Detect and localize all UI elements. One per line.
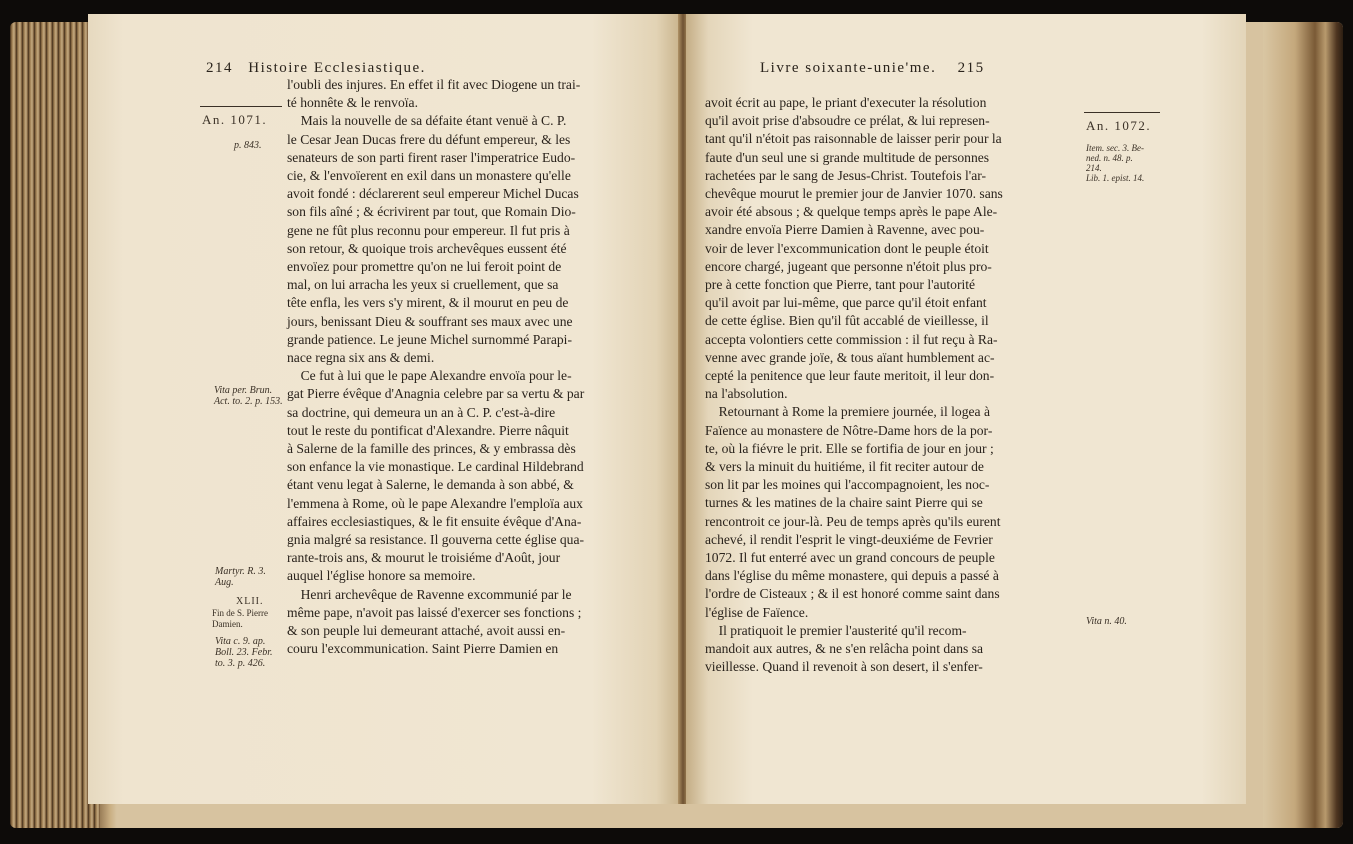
margin-rule-right [1084, 112, 1160, 113]
right-page-header [760, 60, 985, 77]
left-margin-ref-3: Martyr. R. 3. Aug. [215, 566, 266, 588]
left-running-head: Histoire Ecclesiastique. [248, 60, 426, 76]
left-margin-ref-1: p. 843. [234, 140, 262, 151]
left-margin-ref-2: Vita per. Brun. Act. to. 2. p. 153. [214, 385, 283, 407]
right-running-head: Livre soixante-unie'me. [760, 60, 937, 76]
right-margin-ref-2: Vita n. 40. [1086, 616, 1127, 627]
left-margin-ref-4: Vita c. 9. ap. Boll. 23. Febr. to. 3. p. 426. [215, 636, 273, 669]
right-page-body-text: avoit écrit au pape, le priant d'executer la résolution qu'il avoit prise d'absoudre ce prélat, & lui represen- tant qu'il n'étoit pas raisonnable de laisser perir pour la faute d'un seul une si grande multitude de personnes rachetées par le sang de Jesus-Christ. Toutefois l'ar- chevêque mourut le premier jour de Janvier 1070. sans avoir été absous ; & quelque temps après le pape Ale- xandre envoïa Pierre Damien à Ravenne, avec pou- voir de lever l'excommunication dont le peuple étoit encore chargé, jugeant que personne n'étoit plus pro- pre à cette fonction que Pierre, tant pour l'autorité qu'il avoit par lui-même, que parce qu'il étoit enfant de cette église. Bien qu'il fût accablé de vieillesse, il accepta volontiers cette commission : il fut reçu à Ra- venne avec grande joïe, & tous aïant humblement ac- cepté la penitence que leur faute meritoit, il leur don- na l'absolution. Retournant à Rome la premiere journée, il logea à Faïence au monastere de Nôtre-Dame hors de la por- te, où la fiévre le prit. Elle se fortifia de jour en jour ; & vers la minuit du huitiéme, il fit reciter autour de son lit par les moines qui l'accompagnoient, les noc- turnes & les matines de la chaire saint Pierre qui se rencontroit ce jour-là. Peu de temps après qu'ils eurent achevé, il rendit l'esprit le vingt-deuxiéme de Fevrier 1072. Il fut enterré avec un grand concours de peuple dans l'église du même monastere, qui depuis a passé à l'ordre de Cisteaux ; & il est honoré comme saint dans l'église de Faïence. Il pratiquoit le premier l'austerité qu'il recom- mandoit aux autres, & ne s'en relâcha point dans sa vieillesse. Quand il revenoit à son desert, il s'enfer- [705, 95, 1003, 675]
margin-rule-left [200, 106, 282, 107]
left-margin-section-title: Fin de S. Pierre Damien. [212, 608, 268, 629]
left-page-header [206, 60, 426, 77]
left-margin-section-number: XLII. [236, 596, 264, 607]
book-left-fore-edge [10, 22, 100, 828]
left-page-number: 214 [206, 60, 233, 76]
right-margin-ref-1: Item. sec. 3. Be- ned. n. 48. p. 214. Lib. 1. epist. 14. [1086, 143, 1145, 183]
left-margin-year: An. 1071. [202, 112, 268, 127]
left-page-body-text: l'oubli des injures. En effet il fit avec Diogene un trai- té honnête & le renvoïa. Mais la nouvelle de sa défaite étant venuë à C. P. le Cesar Jean Ducas frere du défunt empereur, & les senateurs de son parti firent raser l'imperatrice Eudo- cie, & l'envoïerent en exil dans un monastere qu'elle avoit fondé : déclarerent seul empereur Michel Ducas son fils aîné ; & écrivirent par tout, que Romain Dio- gene ne fût plus reconnu pour empereur. Il fut pris à son retour, & quoique trois archevêques eussent été envoïez pour promettre qu'on ne lui feroit point de mal, on lui arracha les yeux si cruellement, que sa tête enfla, les vers s'y mirent, & il mourut en peu de jours, benissant Dieu & souffrant ses maux avec une grande patience. Le jeune Michel surnommé Parapi- nace regna six ans & demi. Ce fut à lui que le pape Alexandre envoïa pour le- gat Pierre évêque d'Anagnia celebre par sa vertu & par sa doctrine, qui demeura un an à C. P. c'est-à-dire tout le reste du pontificat d'Alexandre. Pierre nâquit à Salerne de la famille des princes, & y embrassa dès son enfance la vie monastique. Le cardinal Hildebrand étant venu legat à Salerne, le demanda à son abbé, & l'emmena à Rome, où le pape Alexandre l'emploïa aux affaires ecclesiastiques, & le fit ensuite évêque d'Ana- gnia malgré sa resistance. Il gouverna cette église qua- rante-trois ans, & mourut le troisiéme d'Août, jour auquel l'église honore sa memoire. Henri archevêque de Ravenne excommunié par le même pape, n'avoit pas laissé d'exercer ses fonctions ; & son peuple lui demeurant attaché, avoit aussi en- couru l'excommunication. Saint Pierre Damien en [287, 77, 585, 657]
right-margin-year: An. 1072. [1086, 118, 1152, 133]
right-page-number: 215 [957, 60, 985, 76]
book-right-fore-edge [1263, 22, 1343, 828]
